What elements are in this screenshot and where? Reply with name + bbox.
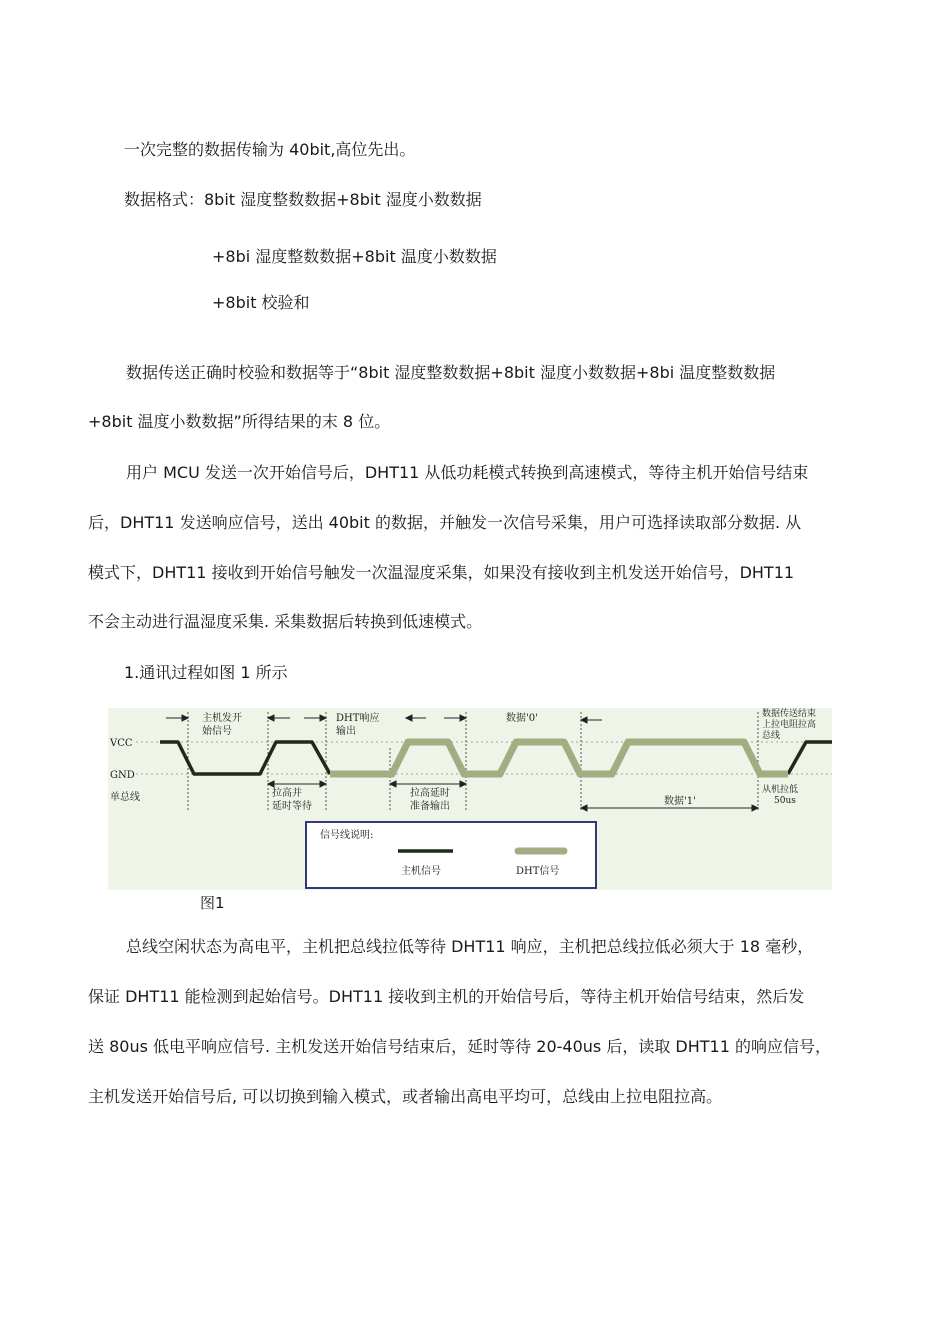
- label-pullup-1: 拉高并: [272, 788, 302, 799]
- paragraph-line: 不会主动进行温湿度采集. 采集数据后转换到低速模式。: [88, 612, 483, 631]
- paragraph-line: 一次完整的数据传输为 40bit,高位先出。: [124, 140, 416, 159]
- gnd-label: GND: [110, 770, 135, 781]
- label-data1: 数据'1': [664, 796, 696, 807]
- signal-legend: [306, 822, 596, 888]
- paragraph-line: 数据格式：8bit 湿度整数数据+8bit 湿度小数数据: [124, 190, 482, 209]
- bus-label: 单总线: [110, 792, 140, 803]
- paragraph-line: 主机发送开始信号后, 可以切换到输入模式，或者输出高电平均可，总线由上拉电阻拉高。: [88, 1087, 723, 1106]
- label-slave-low-1: 从机拉低: [762, 785, 799, 795]
- label-end-3: 总线: [762, 731, 781, 741]
- legend-dht-label: DHT信号: [516, 866, 560, 877]
- label-host-start-2: 始信号: [202, 726, 232, 737]
- label-end-1: 数据传送结束: [762, 709, 817, 719]
- paragraph-line: +8bi 湿度整数数据+8bit 温度小数数据: [212, 247, 497, 266]
- timing-diagram-svg: [108, 708, 832, 890]
- paragraph-line: 保证 DHT11 能检测到起始信号。DHT11 接收到主机的开始信号后，等待主机开始信号结束，然后发: [88, 987, 805, 1006]
- figure-caption: 图1: [200, 894, 225, 912]
- paragraph-line: +8bit 温度小数数据”所得结果的末 8 位。: [88, 412, 391, 431]
- paragraph-line: 数据传送正确时校验和数据等于“8bit 湿度整数数据+8bit 湿度小数数据+8bi 温度整数数据: [126, 363, 776, 382]
- paragraph-line: 模式下，DHT11 接收到开始信号触发一次温湿度采集，如果没有接收到主机发送开始信号，DHT11: [88, 563, 795, 582]
- paragraph-line: +8bit 校验和: [212, 293, 310, 312]
- legend-host-label: 主机信号: [401, 866, 441, 877]
- timing-diagram: [108, 708, 832, 890]
- label-end-2: 上拉电阻拉高: [762, 720, 817, 730]
- dht-signal-line: [330, 742, 788, 774]
- paragraph-line: 用户 MCU 发送一次开始信号后，DHT11 从低功耗模式转换到高速模式，等待主机开始信号结束: [126, 463, 809, 482]
- label-pullup-2: 延时等待: [272, 801, 312, 812]
- label-pullup-delay-1: 拉高延时: [410, 788, 450, 799]
- label-pullup-delay-2: 准备输出: [410, 801, 450, 812]
- label-data0: 数据'0': [506, 713, 538, 724]
- label-dht-response-1: DHT响应: [336, 713, 380, 724]
- legend-title: 信号线说明:: [320, 830, 374, 841]
- paragraph-line: 送 80us 低电平响应信号. 主机发送开始信号结束后，延时等待 20-40us 后，读取 DHT11 的响应信号，: [88, 1037, 831, 1056]
- host-signal-line: [160, 742, 330, 774]
- vcc-label: VCC: [110, 738, 133, 749]
- host-signal-line-end: [788, 742, 832, 774]
- label-host-start-1: 主机发开: [202, 713, 242, 724]
- paragraph-line: 总线空闲状态为高电平，主机把总线拉低等待 DHT11 响应，主机把总线拉低必须大于 18 毫秒，: [126, 937, 814, 956]
- label-slave-low-2: 50us: [774, 796, 796, 806]
- paragraph-line: 后，DHT11 发送响应信号，送出 40bit 的数据，并触发一次信号采集，用户可选择读取部分数据. 从: [88, 513, 802, 532]
- paragraph-line: 1.通讯过程如图 1 所示: [124, 663, 288, 682]
- label-dht-response-2: 输出: [336, 726, 356, 737]
